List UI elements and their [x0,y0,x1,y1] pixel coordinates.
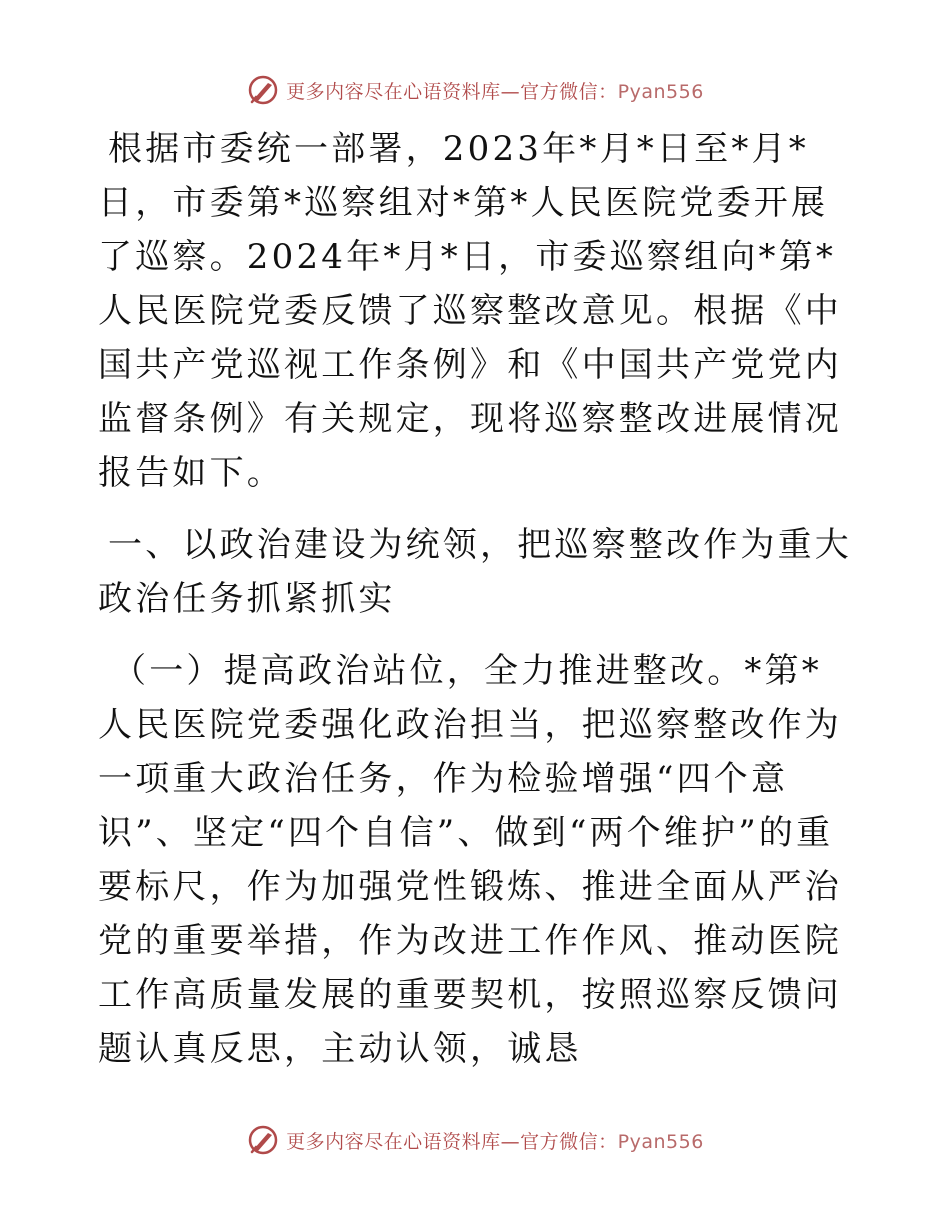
footer-banner [0,1120,950,1160]
header-banner [0,70,950,110]
quill-pen-logo-icon [246,73,280,107]
document-body [98,122,858,1076]
section-heading: 一、以政治建设为统领，把巡察整改作为重大政治任务抓紧抓实 [98,525,852,619]
intro-paragraph: 根据市委统一部署，2023年*月*日至*月*日，市委第*巡察组对*第*人民医院党委开展了巡察。2024年*月*日，市委巡察组向*第*人民医院党委反馈了巡察整改意见。根据《中国共产党巡视工作条例》和《中国共产党党内监督条例》有关规定，现将巡察整改进展情况报告如下。 [98,129,842,493]
header-banner-label: 更多内容尽在心语资料库—官方微信： [286,80,618,103]
quill-pen-logo-icon [246,1123,280,1157]
header-banner-text [286,77,704,104]
header-wechat-id: Pyan556 [617,80,704,103]
footer-banner-text [286,1127,704,1154]
footer-wechat-id: Pyan556 [617,1130,704,1153]
footer-banner-label: 更多内容尽在心语资料库—官方微信： [286,1130,618,1153]
subsection-paragraph: （一）提高政治站位，全力推进整改。*第*人民医院党委强化政治担当，把巡察整改作为一项重大政治任务，作为检验增强“四个意识”、坚定“四个自信”、做到“两个维护”的重要标尺，作为加强党性锻炼、推进全面从严治党的重要举措，作为改进工作作风、推动医院工作高质量发展的重要契机，按照巡察反馈问题认真反思，主动认领，诚恳 [98,651,842,1069]
